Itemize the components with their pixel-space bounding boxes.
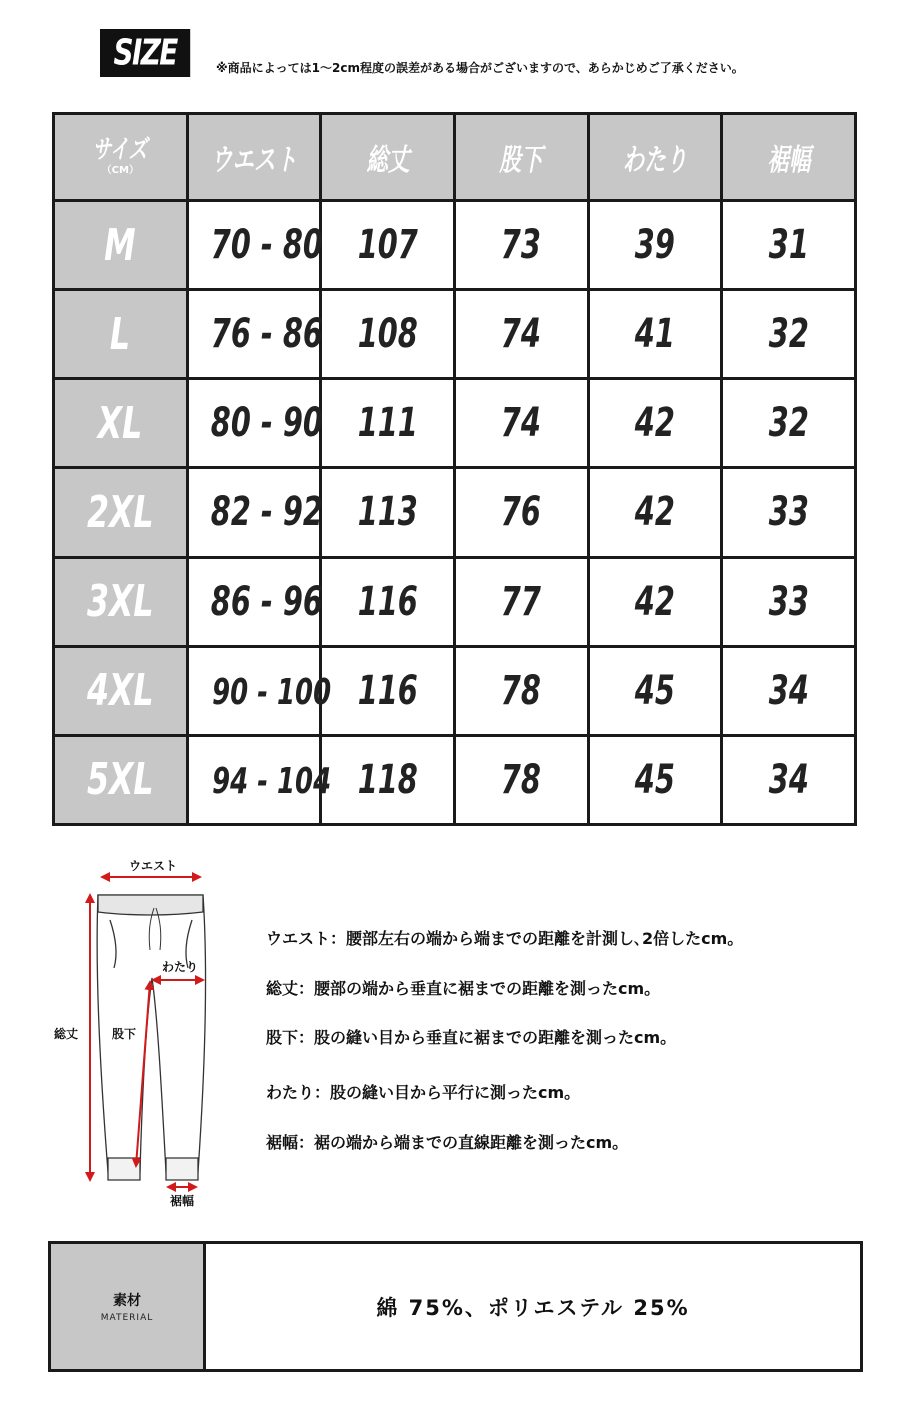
inseam-cell: 74 xyxy=(454,379,588,468)
hem-cell: 34 xyxy=(722,646,856,735)
header-thigh: わたり xyxy=(588,114,722,201)
thigh-label: わたり xyxy=(161,960,199,974)
inseam-cell: 74 xyxy=(454,290,588,379)
inseam-cell: 73 xyxy=(454,201,588,290)
inseam-label: 股下 xyxy=(111,1027,137,1041)
table-row xyxy=(54,735,856,824)
material-value-cell xyxy=(205,1243,862,1371)
inseam-cell: 77 xyxy=(454,557,588,646)
waist-cell: 86 - 96 xyxy=(187,557,321,646)
thigh-cell: 45 xyxy=(588,735,722,824)
header-unit: （CM） xyxy=(101,164,139,176)
hem-cell: 32 xyxy=(722,290,856,379)
header-inseam: 股下 xyxy=(454,114,588,201)
header-hem: 裾幅 xyxy=(722,114,856,201)
table-row xyxy=(54,468,856,557)
table-row xyxy=(54,646,856,735)
header-size: サイズ （CM） xyxy=(54,114,188,201)
length-cell: 107 xyxy=(321,201,455,290)
disclaimer-note: ※商品によっては1～2cm程度の誤差がある場合がございますので、あらかじめご了承ください。 xyxy=(216,61,744,75)
size-table xyxy=(52,112,857,826)
size-cell: L xyxy=(54,290,188,379)
material-table xyxy=(48,1241,863,1372)
waist-cell: 76 - 86 xyxy=(187,290,321,379)
material-value: 綿 75%、ポリエステル 25% xyxy=(376,1295,690,1320)
waist-cell: 94 - 104 xyxy=(187,735,321,824)
hem-cell: 33 xyxy=(722,557,856,646)
hem-cell: 33 xyxy=(722,468,856,557)
thigh-cell: 39 xyxy=(588,201,722,290)
inseam-cell: 78 xyxy=(454,735,588,824)
hem-label: 裾幅 xyxy=(169,1194,195,1208)
size-cell: XL xyxy=(54,379,188,468)
thigh-cell: 41 xyxy=(588,290,722,379)
desc-inseam: 股下：股の縫い目から垂直に裾までの距離を測ったcm。 xyxy=(266,1028,677,1047)
thigh-cell: 42 xyxy=(588,557,722,646)
length-cell: 113 xyxy=(321,468,455,557)
material-label-cell xyxy=(50,1243,205,1371)
waist-cell: 82 - 92 xyxy=(187,468,321,557)
size-badge: SIZE xyxy=(100,29,190,77)
desc-length: 総丈：腰部の端から垂直に裾までの距離を測ったcm。 xyxy=(266,979,661,998)
material-label-en: MATERIAL xyxy=(100,1313,154,1323)
length-cell: 116 xyxy=(321,557,455,646)
hem-cell: 34 xyxy=(722,735,856,824)
header-waist: ウエスト xyxy=(187,114,321,201)
thigh-cell: 45 xyxy=(588,646,722,735)
table-header-row xyxy=(54,114,856,201)
length-cell: 118 xyxy=(321,735,455,824)
size-cell: 5XL xyxy=(54,735,188,824)
waist-cell: 80 - 90 xyxy=(187,379,321,468)
material-label: 素材 xyxy=(113,1293,141,1309)
table-row xyxy=(54,290,856,379)
thigh-cell: 42 xyxy=(588,468,722,557)
material-row xyxy=(50,1243,862,1371)
inseam-cell: 78 xyxy=(454,646,588,735)
waist-cell: 70 - 80 xyxy=(187,201,321,290)
table-row xyxy=(54,201,856,290)
waist-label: ウエスト xyxy=(128,859,178,873)
size-cell: M xyxy=(54,201,188,290)
desc-thigh: わたり：股の縫い目から平行に測ったcm。 xyxy=(266,1083,581,1102)
hem-cell: 31 xyxy=(722,201,856,290)
inseam-cell: 76 xyxy=(454,468,588,557)
table-row xyxy=(54,557,856,646)
length-cell: 111 xyxy=(321,379,455,468)
pants-measurement-diagram xyxy=(50,850,250,1210)
desc-waist: ウエスト：腰部左右の端から端までの距離を計測し､2倍したcm。 xyxy=(266,929,744,948)
length-cell: 108 xyxy=(321,290,455,379)
thigh-cell: 42 xyxy=(588,379,722,468)
length-cell: 116 xyxy=(321,646,455,735)
size-cell: 3XL xyxy=(54,557,188,646)
header-length: 総丈 xyxy=(321,114,455,201)
table-row xyxy=(54,379,856,468)
desc-hem: 裾幅：裾の端から端までの直線距離を測ったcm。 xyxy=(266,1133,629,1152)
waist-cell: 90 - 100 xyxy=(187,646,321,735)
size-cell: 4XL xyxy=(54,646,188,735)
length-label: 総丈 xyxy=(53,1027,79,1041)
size-cell: 2XL xyxy=(54,468,188,557)
hem-cell: 32 xyxy=(722,379,856,468)
